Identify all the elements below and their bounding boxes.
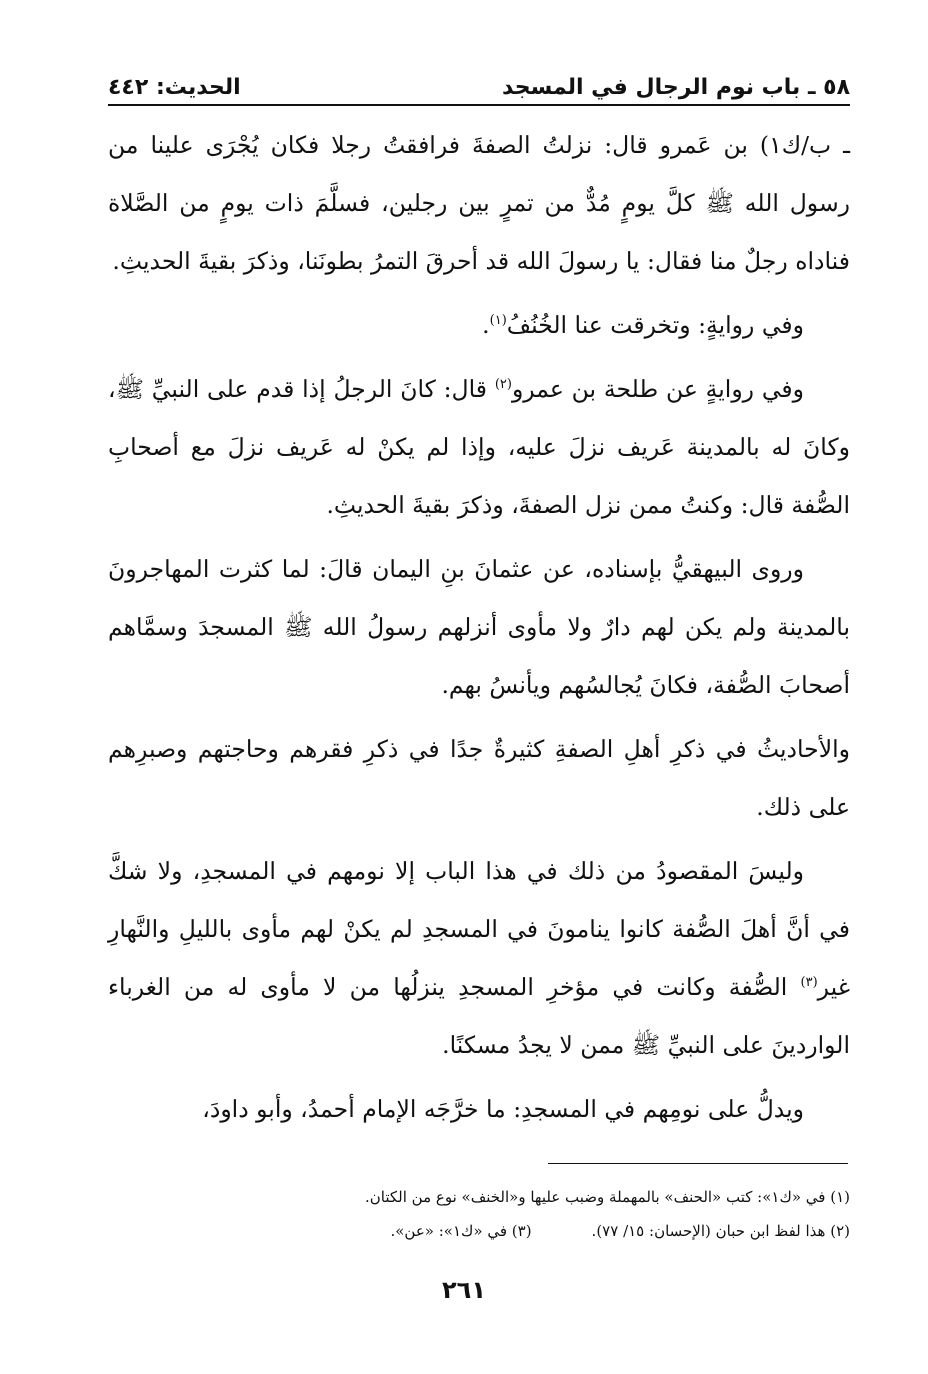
footnotes	[108, 1180, 850, 1248]
running-head	[108, 60, 850, 100]
paragraph-3	[108, 360, 850, 534]
footnote-marker: (٢)	[494, 377, 512, 393]
footnote-marker: (١)	[489, 313, 507, 329]
footnote-3: (٣) في «ك١»: «عن».	[390, 1222, 532, 1240]
paragraph-2	[108, 296, 850, 354]
header-rule	[108, 104, 850, 106]
paragraph-1	[108, 116, 850, 290]
paragraph-4	[108, 540, 850, 714]
footnote-2: (٢) هذا لفظ ابن حبان (الإحسان: ١٥/ ٧٧).	[591, 1222, 850, 1240]
paragraph-text: قال: كانَ الرجلُ إذا قدم على النبيِّ ﷺ، وكانَ له بالمدينة عَريف نزلَ عليه، وإذا لم يكنْ له عَريف نزلَ مع أصحابِ الصُّفة قال: وكنتُ ممن نزل الصفةَ، وذكرَ بقيةَ الحديثِ.	[108, 375, 850, 519]
paragraph-text: الصُّفة وكانت في مؤخرِ المسجدِ ينزلُها من لا مأوى له من الغرباء الواردينَ على النبيِّ ﷺ ممن لا يجدُ مسكنًا.	[108, 973, 850, 1059]
paragraph-text: وروى البيهقيُّ بإسناده، عن عثمانَ بنِ اليمان قالَ: لما كثرت المهاجرونَ بالمدينة ولم يكن لهم دارٌ ولا مأوى أنزلهم رسولُ الله ﷺ المسجدَ وسمَّاهم أصحابَ الصُّفة، فكانَ يُجالسُهم ويأنسُ بهم.	[108, 555, 850, 699]
paragraph-text: وفي روايةٍ: وتخرقت عنا الخُنُفُ	[506, 311, 804, 339]
paragraph-text: ويدلُّ على نومِهم في المسجدِ: ما خرَّجَه الإمام أحمدُ، وأبو داودَ،	[202, 1095, 804, 1123]
paragraph-text: وليسَ المقصودُ من ذلك في هذا الباب إلا نومهم في المسجدِ، ولا شكَّ في أنَّ أهلَ الصُّفة كانوا ينامونَ في المسجدِ لم يكنْ لهم مأوى بالليلِ والنَّهارِ غير	[108, 857, 851, 1001]
footnote-rule	[548, 1163, 848, 1164]
page-number: ٢٦١	[442, 1276, 486, 1304]
paragraph-5	[108, 720, 850, 836]
paragraph-text: ـ ب/ك١) بن عَمرو قال: نزلتُ الصفةَ فرافقتُ رجلا فكان يُجْرَى علينا من رسول الله ﷺ كلَّ يومٍ مُدٌّ من تمرٍ بين رجلين، فسلَّمَ ذات يومٍ من الصَّلاة فناداه رجلٌ منا فقال: يا رسولَ الله قد أحرقَ التمرُ بطونَنا، وذكرَ بقيةَ الحديثِ.	[108, 131, 850, 275]
paragraph-text: والأحاديثُ في ذكرِ أهلِ الصفةِ كثيرةٌ جدًا في ذكرِ فقرهم وحاجتهم وصبرِهم على ذلك.	[108, 735, 850, 821]
chapter-title: ٥٨ ـ باب نوم الرجال في المسجد	[502, 75, 850, 100]
paragraph-6	[108, 842, 850, 1074]
main-text	[108, 116, 850, 1144]
paragraph-text: .	[482, 311, 490, 339]
footnote-1: (١) في «ك١»: كتب «الحنف» بالمهملة وضبب عليها و«الخنف» نوع من الكتان.	[364, 1188, 850, 1206]
hadith-reference: الحديث: ٤٤٢	[108, 75, 241, 100]
footnote-line-2	[108, 1214, 850, 1248]
paragraph-text: وفي روايةٍ عن طلحة بن عمرو	[511, 375, 804, 403]
paragraph-7	[108, 1080, 850, 1138]
footnote-marker: (٣)	[800, 975, 818, 991]
